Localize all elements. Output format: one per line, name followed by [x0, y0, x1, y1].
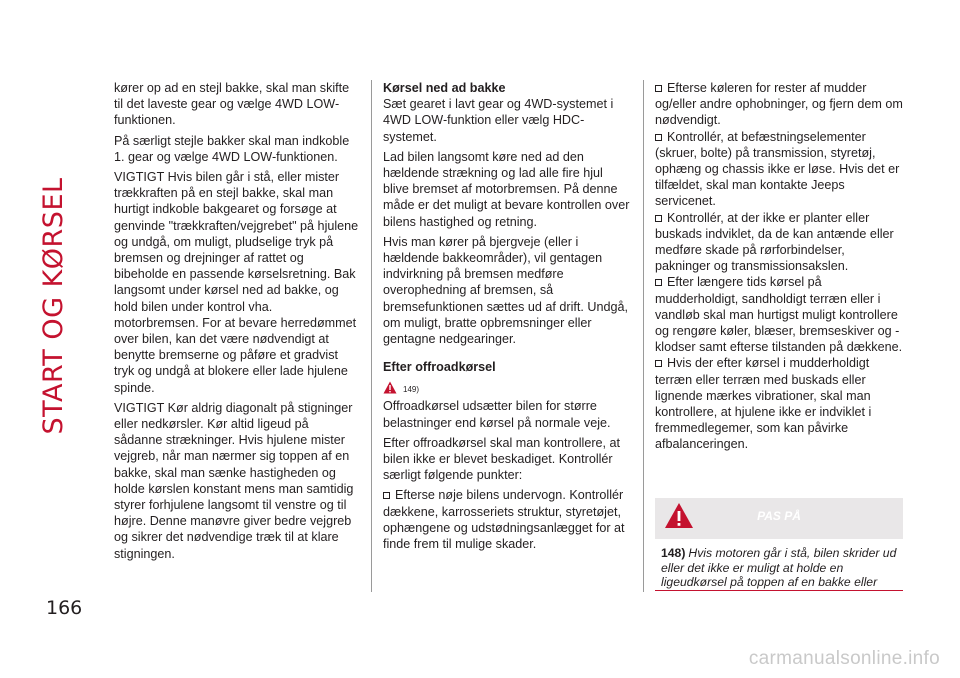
checkbox-square-icon	[655, 279, 662, 286]
warning-reference	[383, 381, 631, 394]
list-item: Efterse nøje bilens undervogn. Kontrollér dækkene, karrosseriets struktur, styretøjet, ophængene og udstødningsanlægget for at finde frem til mulige skader.	[383, 488, 625, 552]
checkbox-square-icon	[655, 85, 662, 92]
paragraph: VIGTIGT Hvis bilen går i stå, eller mister trækkraften på en stejl bakke, skal man hurtigt indkoble bakgearet og forsøge at genvinde "trækkraften/vejgrebet" på hjulene og undgå, om muligt, pludselige tryk på bremsen og drejninger af rattet og bibeholde en passende kørselsretning. Bak langsomt under kørsel ned ad bakke, og hold bilen under kontrol vha. motorbremsen. For at bevare herredømmet over bilen, kan det være nødvendigt at benytte bremserne og påføre et gradvist tryk og undgå at blokere eller lade hjulene spinde.	[114, 170, 359, 395]
text-column-3	[655, 80, 903, 453]
text-column-1	[114, 80, 360, 566]
list-item: Kontrollér, at der ikke er planter eller buskads indviklet, da de kan antænde eller medføre skade på rørforbindelser, pakninger og transmissionsakslen.	[655, 210, 894, 274]
paragraph: Lad bilen langsomt køre ned ad den hældende strækning og lad alle fire hjul blive bremset af motorbremsen. På denne måde er det muligt at bevare kontrollen over bilens hastighed og retning.	[383, 149, 630, 229]
callout-header	[655, 498, 903, 539]
warning-callout	[655, 498, 903, 590]
callout-title: PAS PÅ	[757, 509, 801, 523]
callout-body	[655, 539, 903, 590]
section-heading: Kørsel ned ad bakke	[383, 81, 506, 95]
list-item: Efter længere tids kørsel på mudderholdigt, sandholdigt terræn eller i vandløb skal man hurtigst muligt kontrollere og rengøre køler, blæser, bremseskiver og -klodser samt efterse tilstanden på dækkene.	[655, 275, 903, 355]
paragraph: Offroadkørsel udsætter bilen for større belastninger end kørsel på normale veje.	[383, 399, 611, 430]
column-divider	[643, 80, 644, 592]
watermark: carmanualsonline.info	[748, 648, 940, 669]
section-title-vertical: START OG KØRSEL	[38, 177, 69, 435]
checkbox-square-icon	[655, 134, 662, 141]
checkbox-square-icon	[655, 360, 662, 367]
callout-text: Hvis motoren går i stå, bilen skrider ud eller det ikke er muligt at holde en ligeudkørsel på toppen af en bakke eller	[661, 546, 897, 589]
column-divider	[371, 80, 372, 592]
checkbox-square-icon	[383, 492, 390, 499]
paragraph: Sæt gearet i lavt gear og 4WD-systemet i 4WD LOW-funktion eller vælg HDC-systemet.	[383, 97, 614, 144]
list-item: Efterse køleren for rester af mudder og/eller andre ophobninger, og fjern dem om nødvendigt.	[655, 81, 903, 128]
section-heading: Efter offroadkørsel	[383, 360, 496, 375]
text-column-2	[383, 80, 631, 552]
page-number: 166	[46, 597, 83, 619]
paragraph: Efter offroadkørsel skal man kontrollere, at bilen ikke er blevet beskadiget. Kontrollér særligt følgende punkter:	[383, 435, 621, 483]
callout-bottom-rule	[655, 590, 903, 591]
callout-number: 148)	[661, 546, 686, 560]
warning-triangle-icon	[383, 381, 397, 394]
paragraph: På særligt stejle bakker skal man indkoble 1. gear og vælge 4WD LOW-funktionen.	[114, 133, 350, 164]
paragraph: Hvis man kører på bjergveje (eller i hældende bakkeområder), vil gentagen indvirkning på bremsen medføre overophedning af bremsen, så bremsefunktionen sættes ud af drift. Undgå, om muligt, bratte opbremsninger eller gentagne nedgearinger.	[383, 234, 629, 347]
paragraph: VIGTIGT Kør aldrig diagonalt på stigninger eller nedkørsler. Kør altid ligeud på sådanne strækninger. Hvis hjulene mister vejgreb, når man nærmer sig toppen af en bakke, skal man sænke hastigheden og holde kørslen konstant mens man samtidig styrer forhjulene langsomt til venstre og til højre. Denne manøvre giver bedre vejgreb og sikrer det nødvendige træk til at klare stigningen.	[114, 400, 354, 561]
list-item: Kontrollér, at befæstningselementer (skruer, bolte) på transmission, styretøj, ophæng og chassis ikke er løse. Hvis det er tilfældet, skal man kontakte Jeeps servicenet.	[655, 129, 900, 209]
warning-ref-number: 149)	[403, 385, 420, 395]
paragraph: kører op ad en stejl bakke, skal man skifte til det laveste gear og vælge 4WD LOW-funktionen.	[114, 81, 350, 128]
list-item: Hvis der efter kørsel i mudderholdigt terræn eller terræn med buskads eller lignende mærkes vibrationer, skal man kontrollere, at hjulene ikke er indviklet i fremmedlegemer, som kan påvirke afbalanceringen.	[655, 356, 872, 452]
checkbox-square-icon	[655, 215, 662, 222]
